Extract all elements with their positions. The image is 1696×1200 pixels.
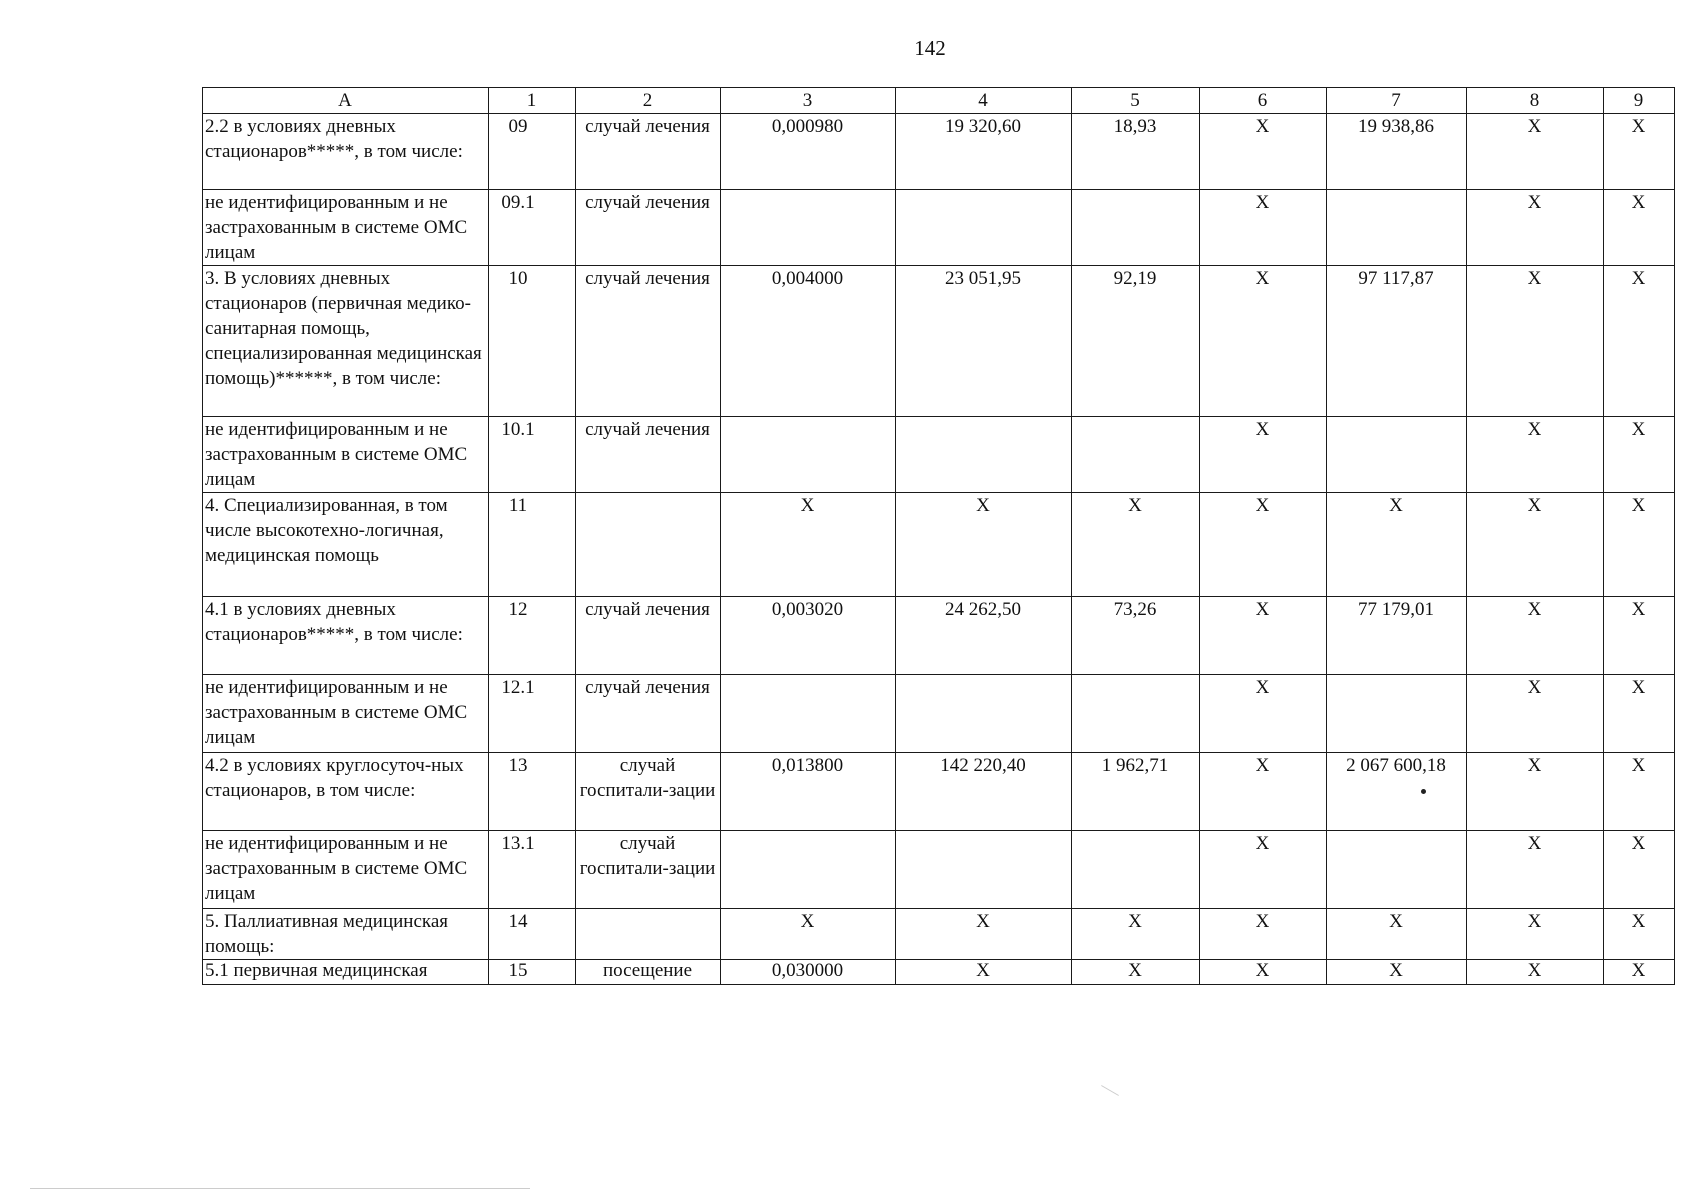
row-name: 4. Специализированная, в том числе высокотехно-логичная, медицинская помощь bbox=[203, 493, 489, 597]
table-cell: Х bbox=[1467, 417, 1604, 493]
row-code: 09.1 bbox=[489, 190, 576, 266]
table-cell: Х bbox=[1200, 597, 1327, 675]
table-cell: Х bbox=[1604, 190, 1675, 266]
row-code: 12 bbox=[489, 597, 576, 675]
table-cell bbox=[1327, 190, 1467, 266]
table-cell: Х bbox=[1467, 266, 1604, 417]
table-row bbox=[203, 190, 1675, 266]
table-cell: Х bbox=[1072, 909, 1200, 960]
table-cell: Х bbox=[1200, 266, 1327, 417]
table-cell: 24 262,50 bbox=[896, 597, 1072, 675]
table-cell: Х bbox=[1604, 417, 1675, 493]
table-row bbox=[203, 753, 1675, 831]
table-cell: 18,93 bbox=[1072, 114, 1200, 190]
table-cell bbox=[1072, 417, 1200, 493]
table-cell: Х bbox=[1467, 597, 1604, 675]
table-cell: 0,030000 bbox=[721, 960, 896, 985]
row-unit bbox=[576, 493, 721, 597]
row-name: не идентифицированным и не застрахованным в системе ОМС лицам bbox=[203, 675, 489, 753]
table-row bbox=[203, 831, 1675, 909]
row-unit: случай лечения bbox=[576, 190, 721, 266]
table-cell: 77 179,01 bbox=[1327, 597, 1467, 675]
table-cell: 73,26 bbox=[1072, 597, 1200, 675]
table-cell bbox=[1327, 675, 1467, 753]
table-cell: 142 220,40 bbox=[896, 753, 1072, 831]
table-cell: Х bbox=[1200, 831, 1327, 909]
table-cell: Х bbox=[1200, 493, 1327, 597]
row-unit: случай госпитали-зации bbox=[576, 831, 721, 909]
table-row bbox=[203, 114, 1675, 190]
table-cell: Х bbox=[1604, 675, 1675, 753]
row-code: 15 bbox=[489, 960, 576, 985]
table-row bbox=[203, 266, 1675, 417]
table-cell: Х bbox=[896, 909, 1072, 960]
table-cell bbox=[721, 831, 896, 909]
table-cell: Х bbox=[896, 960, 1072, 985]
header-row bbox=[203, 88, 1675, 114]
table-cell: 0,000980 bbox=[721, 114, 896, 190]
header-cell: 5 bbox=[1072, 88, 1200, 114]
table-cell bbox=[896, 831, 1072, 909]
header-cell: 4 bbox=[896, 88, 1072, 114]
row-code: 10 bbox=[489, 266, 576, 417]
table-cell: Х bbox=[1327, 493, 1467, 597]
row-unit: случай лечения bbox=[576, 266, 721, 417]
table-cell: Х bbox=[1604, 960, 1675, 985]
row-name: 2.2 в условиях дневных стационаров*****, в том числе: bbox=[203, 114, 489, 190]
table-cell: Х bbox=[1467, 753, 1604, 831]
table-cell: Х bbox=[1072, 493, 1200, 597]
row-code: 11 bbox=[489, 493, 576, 597]
table-cell bbox=[1072, 831, 1200, 909]
table-cell: Х bbox=[1604, 753, 1675, 831]
row-name: 5. Паллиативная медицинская помощь: bbox=[203, 909, 489, 960]
row-name: не идентифицированным и не застрахованным в системе ОМС лицам bbox=[203, 831, 489, 909]
table-cell: 2 067 600,18 bbox=[1327, 753, 1467, 831]
table-cell: Х bbox=[1200, 675, 1327, 753]
table-cell: Х bbox=[721, 493, 896, 597]
table-cell: Х bbox=[1200, 909, 1327, 960]
table-cell: 1 962,71 bbox=[1072, 753, 1200, 831]
table-cell: 23 051,95 bbox=[896, 266, 1072, 417]
table-cell: 19 320,60 bbox=[896, 114, 1072, 190]
table-cell: 0,003020 bbox=[721, 597, 896, 675]
table-cell: Х bbox=[1327, 909, 1467, 960]
row-unit: случай лечения bbox=[576, 114, 721, 190]
table-cell bbox=[896, 417, 1072, 493]
header-cell: 6 bbox=[1200, 88, 1327, 114]
table-row bbox=[203, 675, 1675, 753]
table-cell bbox=[1327, 417, 1467, 493]
table-row bbox=[203, 909, 1675, 960]
table-cell bbox=[721, 190, 896, 266]
header-cell: 1 bbox=[489, 88, 576, 114]
table-cell: Х bbox=[1604, 909, 1675, 960]
table-cell: 19 938,86 bbox=[1327, 114, 1467, 190]
table-cell: 0,013800 bbox=[721, 753, 896, 831]
row-code: 09 bbox=[489, 114, 576, 190]
table-cell: Х bbox=[1467, 114, 1604, 190]
table-cell: Х bbox=[1604, 831, 1675, 909]
row-code: 12.1 bbox=[489, 675, 576, 753]
row-name: 5.1 первичная медицинская bbox=[203, 960, 489, 985]
row-unit: случай лечения bbox=[576, 675, 721, 753]
table-cell bbox=[721, 417, 896, 493]
header-cell: 8 bbox=[1467, 88, 1604, 114]
table-cell bbox=[721, 675, 896, 753]
table-cell: Х bbox=[1467, 190, 1604, 266]
row-code: 10.1 bbox=[489, 417, 576, 493]
table-cell: Х bbox=[721, 909, 896, 960]
table-cell: Х bbox=[1467, 909, 1604, 960]
medical-care-table bbox=[202, 87, 1675, 985]
table-cell bbox=[1072, 190, 1200, 266]
scan-smudge bbox=[1101, 1085, 1119, 1096]
table-row bbox=[203, 493, 1675, 597]
row-unit: случай лечения bbox=[576, 417, 721, 493]
header-cell: 3 bbox=[721, 88, 896, 114]
table-cell: Х bbox=[1200, 114, 1327, 190]
table-cell: 97 117,87 bbox=[1327, 266, 1467, 417]
table-cell: Х bbox=[1200, 960, 1327, 985]
row-name: не идентифицированным и не застрахованным в системе ОМС лицам bbox=[203, 190, 489, 266]
row-code: 13 bbox=[489, 753, 576, 831]
table-row bbox=[203, 597, 1675, 675]
table-cell: Х bbox=[1072, 960, 1200, 985]
row-code: 14 bbox=[489, 909, 576, 960]
row-name: не идентифицированным и не застрахованным в системе ОМС лицам bbox=[203, 417, 489, 493]
table-cell bbox=[896, 675, 1072, 753]
table-cell bbox=[1327, 831, 1467, 909]
table-cell: Х bbox=[1604, 597, 1675, 675]
table-cell: Х bbox=[1200, 190, 1327, 266]
table-cell: Х bbox=[1327, 960, 1467, 985]
header-cell: 7 bbox=[1327, 88, 1467, 114]
table-cell: Х bbox=[1467, 493, 1604, 597]
table-cell: Х bbox=[1604, 266, 1675, 417]
table-cell: Х bbox=[1604, 493, 1675, 597]
row-unit: посещение bbox=[576, 960, 721, 985]
row-name: 4.2 в условиях круглосуточ-ных стационаров, в том числе: bbox=[203, 753, 489, 831]
table-cell: Х bbox=[1467, 675, 1604, 753]
table-cell: Х bbox=[1200, 417, 1327, 493]
table-row bbox=[203, 417, 1675, 493]
table-cell: Х bbox=[896, 493, 1072, 597]
scan-dot bbox=[1421, 789, 1426, 794]
header-cell: А bbox=[203, 88, 489, 114]
table-cell: 0,004000 bbox=[721, 266, 896, 417]
header-cell: 2 bbox=[576, 88, 721, 114]
row-name: 4.1 в условиях дневных стационаров*****, в том числе: bbox=[203, 597, 489, 675]
table-cell: Х bbox=[1467, 831, 1604, 909]
table-cell bbox=[896, 190, 1072, 266]
header-cell: 9 bbox=[1604, 88, 1675, 114]
scan-smudge bbox=[30, 1188, 530, 1189]
page-number: 142 bbox=[914, 36, 946, 60]
table-cell: Х bbox=[1604, 114, 1675, 190]
row-code: 13.1 bbox=[489, 831, 576, 909]
table-cell: 92,19 bbox=[1072, 266, 1200, 417]
row-unit bbox=[576, 909, 721, 960]
row-unit: случай госпитали-зации bbox=[576, 753, 721, 831]
table-row bbox=[203, 960, 1675, 985]
row-unit: случай лечения bbox=[576, 597, 721, 675]
table-cell: Х bbox=[1200, 753, 1327, 831]
table-cell bbox=[1072, 675, 1200, 753]
table-cell: Х bbox=[1467, 960, 1604, 985]
row-name: 3. В условиях дневных стационаров (первичная медико-санитарная помощь, специализированная медицинская помощь)******, в том числе: bbox=[203, 266, 489, 417]
